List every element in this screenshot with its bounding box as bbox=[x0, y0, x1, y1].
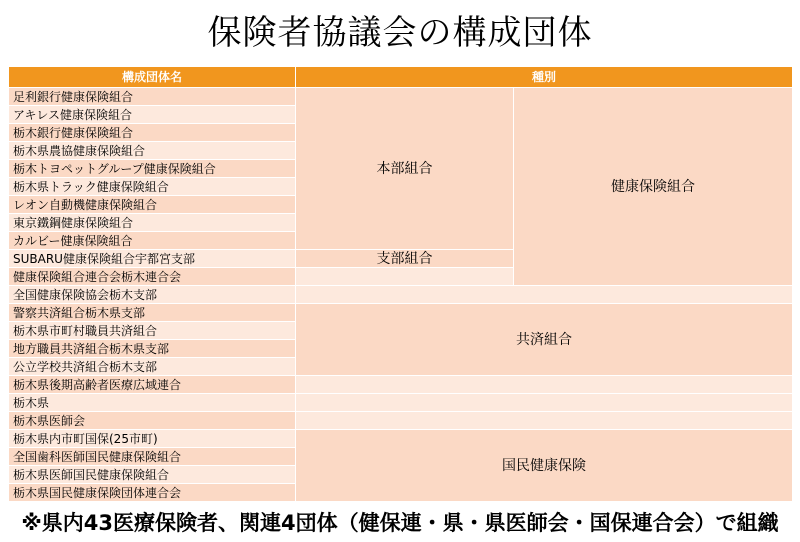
type-shibu: 支部組合 bbox=[296, 250, 514, 268]
row-name: 栃木トヨペットグループ健康保険組合 bbox=[9, 160, 296, 178]
row-name: レオン自動機健康保険組合 bbox=[9, 196, 296, 214]
row-name: 足利銀行健康保険組合 bbox=[9, 88, 296, 106]
type-kyosai: 共済組合 bbox=[296, 304, 793, 376]
empty-cell bbox=[296, 412, 793, 430]
member-table bbox=[8, 66, 793, 502]
row-name: 栃木県 bbox=[9, 394, 296, 412]
row-name: 地方職員共済組合栃木県支部 bbox=[9, 340, 296, 358]
row-name: 東京鐵鋼健康保険組合 bbox=[9, 214, 296, 232]
row-name: アキレス健康保険組合 bbox=[9, 106, 296, 124]
row-name: 全国歯科医師国民健康保険組合 bbox=[9, 448, 296, 466]
row-name: 警察共済組合栃木県支部 bbox=[9, 304, 296, 322]
row-name: 栃木県市町村職員共済組合 bbox=[9, 322, 296, 340]
header-type: 種別 bbox=[296, 67, 793, 88]
row-name: 栃木県内市町国保(25市町) bbox=[9, 430, 296, 448]
table-row bbox=[9, 394, 793, 412]
empty-cell bbox=[296, 286, 793, 304]
row-name: 健康保険組合連合会栃木連合会 bbox=[9, 268, 296, 286]
row-name: 公立学校共済組合栃木支部 bbox=[9, 358, 296, 376]
table-row bbox=[9, 286, 793, 304]
row-name: 栃木県国民健康保険団体連合会 bbox=[9, 484, 296, 502]
page-title: 保険者協議会の構成団体 bbox=[207, 13, 593, 53]
table-header-row bbox=[9, 67, 793, 88]
row-name: 栃木銀行健康保険組合 bbox=[9, 124, 296, 142]
empty-cell bbox=[296, 376, 793, 394]
table-row bbox=[9, 88, 793, 106]
row-name: 栃木県後期高齢者医療広域連合 bbox=[9, 376, 296, 394]
table-row bbox=[9, 412, 793, 430]
row-name: 栃木県医師会 bbox=[9, 412, 296, 430]
row-name: 全国健康保険協会栃木支部 bbox=[9, 286, 296, 304]
row-name: カルビー健康保険組合 bbox=[9, 232, 296, 250]
footer-note: ※県内43医療保険者、関連4団体（健保連・県・県医師会・国保連合会）で組織 bbox=[21, 511, 779, 535]
type-honbu: 本部組合 bbox=[296, 88, 514, 250]
empty-cell bbox=[296, 394, 793, 412]
row-name: 栃木県農協健康保険組合 bbox=[9, 142, 296, 160]
table-row bbox=[9, 376, 793, 394]
type-kenpo: 健康保険組合 bbox=[514, 88, 793, 286]
type-kokuho: 国民健康保険 bbox=[296, 430, 793, 502]
table-row bbox=[9, 304, 793, 322]
empty-cell bbox=[296, 268, 514, 286]
row-name: SUBARU健康保険組合宇都宮支部 bbox=[9, 250, 296, 268]
row-name: 栃木県トラック健康保険組合 bbox=[9, 178, 296, 196]
header-name: 構成団体名 bbox=[9, 67, 296, 88]
row-name: 栃木県医師国民健康保険組合 bbox=[9, 466, 296, 484]
table-row bbox=[9, 430, 793, 448]
